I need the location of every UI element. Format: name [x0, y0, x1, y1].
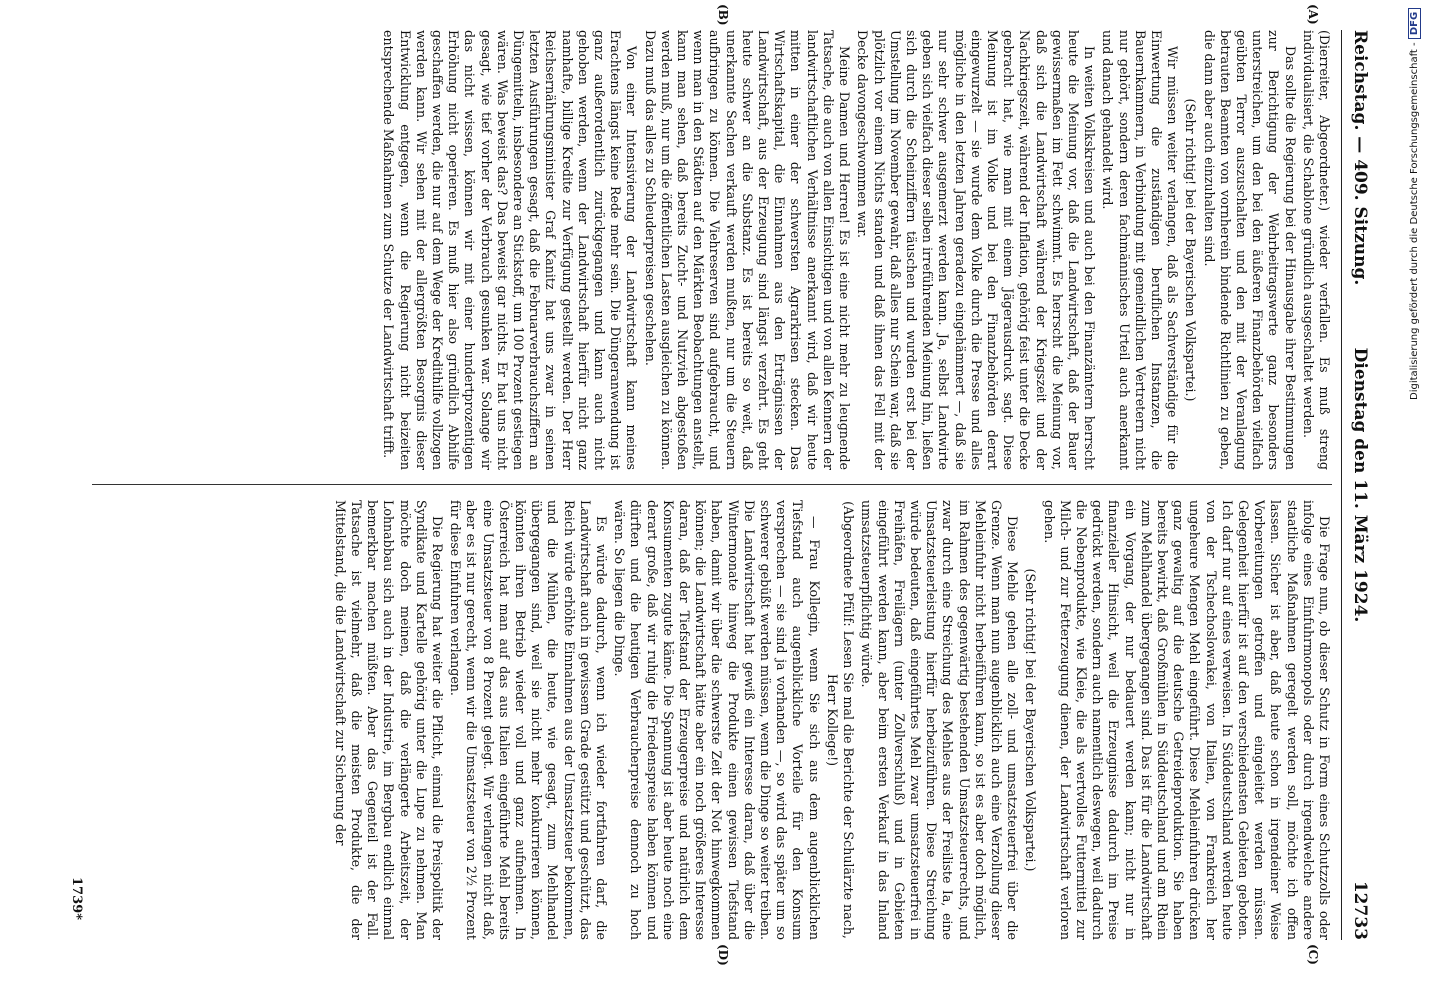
marker-a: (A)	[1306, 4, 1320, 25]
interjection: (Sehr richtig! bei der Bayerischen Volkspartei.)	[1183, 98, 1199, 402]
paragraph: Die Regierung hat weiter die Pflicht, einmal die Preispolitik der Syndikate und Kartelle gehörig unter die Lupe zu nehmen. Man möchte doch meinen, daß die verlängerte Arbeitszeit, der Lohnabbau sich auch in der Industrie, im Bergbau endlich einmal bemerkbar machen müßten. Aber das Gegenteil ist der Fall. Tatsache ist vielmehr, daß die meisten Produkte, die der Mittelstand, die die Landwirtschaft zur Sicherung der	[332, 500, 446, 940]
dfg-logo: DFG	[1408, 8, 1421, 39]
interjection: (Abgeordnete Pfülf: Lesen Sie mal die Berichte der Schulärzte nach, Herr Kollege!)	[824, 501, 857, 939]
paragraph: In weiten Volkskreisen und auch bei den Finanzämtern herrscht heute die Meinung vor, daß die Landwirtschaft, daß der Bauer gewissermaßen im Fett schwimmt. Es herrscht die Meinung vor, daß sich die Landwirtschaft während der Kriegszeit und der Nachkriegszeit, während der Inflation, gehörig feist unter die Decke gebracht hat, wie man mit einem Jägerausdruck sagt. Diese Meinung ist im Volke und bei den Finanzbehörden derart eingewurzelt — sie wurde dem Volke durch die Presse und alles mögliche in den letzten Jahren geradezu eingehämmert —, daß sie nur sehr schwer ausgemerzt werden kann. Ja, selbst Landwirte geben sich vielfach dieser selben irreführenden Meinung hin, ließen sich durch die Scheinziffern täuschen und wurden erst bei der Umstellung im November gewahr, daß alles nur Schein war, daß sie plötzlich vor einem Nichts standen und daß ihnen das Fell mit der Decke davongeschwommen war.	[855, 30, 1098, 470]
digitization-credit	[1400, 0, 1430, 1000]
interjection: (Sehr richtig! bei der Bayerischen Volkspartei.)	[1023, 568, 1039, 872]
paragraph: Von einer Intensivierung der Landwirtschaft kann meines Erachtens längst keine Rede mehr sein. Die Düngeranwendung ist ganz außerordentlich zurückgegangen und kann auch nicht gehoben werden, wenn der Landwirtschaft hierfür nicht ganz namhafte, billige Kredite zur Verfügung gestellt werden. Der Herr Reichsernährungsminister Graf Kanitz hat uns zwar in seinen letzten Ausführungen gesagt, daß die Februarverbrauchsziffern an Düngemitteln, insbesondere an Stickstoff, um 100 Prozent gestiegen wären. Was beweist das? Das beweist gar nichts. Er hat uns nicht gesagt, wie tief vorher der Verbrauch gesunken war. Solange wir das nicht wissen, können wir mit einer hundertprozentigen Erhöhung nicht operieren. Es muß hier also gründlich Abhilfe geschaffen werden, die nur auf dem Wege der Kredithilfe vollzogen werden kann. Wir sehen mit der allergrößten Besorgnis dieser Entwicklung entgegen, wenn die Regierung nicht beizeiten entsprechende Maßnahmen zum Schutze der Landwirtschaft trifft.	[381, 30, 640, 470]
left-column	[92, 30, 1332, 470]
paragraph: (Dierreiter, Abgeordneter.) wieder verfallen. Es muß streng individualisiert, die Schablone gründlich ausgeschaltet werden.	[1300, 30, 1332, 470]
header-left: Reichstag. — 409. Sitzung.	[1350, 30, 1370, 286]
marker-c: (C)	[1306, 944, 1320, 965]
paragraph: Es würde dadurch, wenn ich wieder fortfahren darf, die Landwirtschaft auch in gewissem Grade gestützt und geschützt, das Reich würde erhöhte Einnahmen aus der Umsatzsteuer bekommen, und die Mühlen, die heute, wie gesagt, zum Mehlhandel übergegangen sind, weil sie nicht mehr konkurrieren können, könnten ihren Betrieb wieder voll und ganz aufnehmen. In Österreich hat man auf das aus Italien eingeführte Mehl bereits eine Umsatzsteuer von 8 Prozent gelegt. Wir verlangen nicht daß, aber es ist nur gerecht, wenn wir die Umsatzsteuer von 2½ Prozent für diese Einfuhren verlangen.	[448, 500, 610, 940]
marker-b: (B)	[716, 4, 730, 26]
page-number: 12733	[1350, 880, 1370, 940]
marker-d: (D)	[716, 944, 730, 966]
signature-mark: 1739*	[69, 877, 84, 920]
paragraph: Meine Damen und Herren! Es ist eine nicht mehr zu leugnende Tatsache, die auch von allen Einsichtigen und von allen Kennern der landwirtschaftlichen Verhältnisse anerkannt wird, daß wir heute mitten in einer der schwersten Agrarkrisen stecken. Das Wirtschaftskapital, die Einnahmen aus den Erträgnissen der Landwirtschaft, aus der Erzeugung sind längst verzehrt. Es geht heute schwer an die Substanz. Es ist bereits so weit, daß unerkannte Sachen verkauft werden mußten, nur um die Steuern aufbringen zu können. Die Viehreserven sind aufgebraucht, und wenn man in den Städten auf den Märkten Beobachtungen anstellt, kann man sehen, daß bereits Zucht- und Nutzvieh abgestoßen werden muß, nur um die öffentlichen Lasten ausgleichen zu können. Dazu muß das alles zu Schleuderpreisen geschehen.	[642, 30, 853, 470]
page-header	[1341, 30, 1380, 940]
rotated-page	[30, 0, 1390, 966]
paragraph: Das sollte die Regierung bei der Hinausgabe ihrer Bestimmungen zur Berichtigung der Wehrbeitragswerte ganz besonders unterstreichen, um den bei den äußeren Finanzbehörden vielfach geübten Terror auszuschalten und den mit der Veranlagung betrauten Beamten von vornherein bindende Richtlinien zu geben, die dann aber auch einzuhalten sind.	[1201, 30, 1298, 470]
header-date: Dienstag den 11. März 1924.	[1350, 347, 1370, 623]
paragraph: Diese Mehle gehen alle zoll- und umsatzsteuerfrei über die Grenze. Wenn man nun augenblicklich auch eine Verzollung dieser Mehleinfuhr nicht herbeiführen kann, so ist es aber doch möglich, im Rahmen des gegenwärtig bestehenden Umsatzsteuerrechts, und zwar durch eine Streichung des Mehles aus der Freiliste Ia, eine Umsatzsteuerleistung hierfür herbeizuführen. Diese Streichung würde bedeuten, daß eingeführtes Mehl zwar umsatzsteuerfrei in Freihäfen, Freilägern (unter Zollverschluß) und in Gebieten eingeführt werden kann, aber beim ersten Verkauf in das Inland umsatzsteuerpflichtig würde.	[859, 500, 1021, 940]
column-divider	[92, 484, 1332, 485]
paragraph: — Frau Kollegin, wenn Sie sich aus dem augenblicklichen Tiefstand auch augenblickliche Vorteile für den Konsum versprechen — sie sind ja vorhanden —, so wird das später um so schwerer gebüßt werden müssen, wenn die Dinge so weiter treiben. Die Landwirtschaft hat gewiß ein Interesse daran, daß über die Wintermonate hinweg die Produkte einen gewissen Tiefstand haben, damit wir über die schwerste Zeit der Not hinwegkommen können; die Landwirtschaft hätte aber ein noch größeres Interesse daran, daß der Tiefstand der Erzeugerpreise und natürlich dem Konsumenten zugute käme. Die Spannung ist aber heute noch eine derart große, daß wir ruhig die Friedenspreise haben können und dürften und die heutigen Verbraucherpreise dennoch zu hoch wären. So liegen die Dinge.	[612, 500, 822, 940]
right-column	[92, 500, 1332, 940]
paragraph: Wir müssen weiter verlangen, daß als Sachverständige für die Einwertung die zuständigen beruflichen Instanzen, die Bauernkammern, in Verbindung mit gemeindlichen Vertretern nicht nur gehört, sondern deren fachmännisches Urteil auch anerkannt und danach gehandelt wird.	[1100, 30, 1181, 470]
digitization-text: Digitalisierung gefördert durch die Deutsche Forschungsgemeinschaft -	[1409, 42, 1420, 400]
paragraph: Die Frage nun, ob dieser Schutz in Form eines Schutzzolls oder infolge eines Einfuhrmonopols oder durch irgendwelche andere staatliche Maßnahmen geregelt werden soll, möchte ich offen lassen. Sicher ist aber, daß heute schon in irgendeiner Weise Vorbereitungen getroffen und eingeleitet werden müssen. Gelegenheit hierfür ist auf den verschiedensten Gebieten geboten. Ich darf nur auf eines verweisen. In Süddeutschland werden heute von der Tschechoslowakei, von Italien, von Frankreich her ungeheure Mengen Mehl eingeführt. Diese Mehleinfuhren drücken ganz gewaltig auf die deutsche Getreideproduktion. Sie haben bereits bewirkt, daß Großmühlen in Süddeutschland und am Rhein zum Mehlhandel übergegangen sind. Das ist für die Landwirtschaft ein Vorgang, der nur bedauert werden kann; nicht nur in finanzieller Hinsicht, weil die Erzeugnisse dadurch im Preise gedrückt werden, sondern auch namentlich deswegen, weil dadurch die Nebenprodukte, wie Kleie, die als wertvolles Futtermittel zur Milch- und zur Fetterzeugung dienen, der Landwirtschaft verloren gehen.	[1041, 500, 1332, 940]
